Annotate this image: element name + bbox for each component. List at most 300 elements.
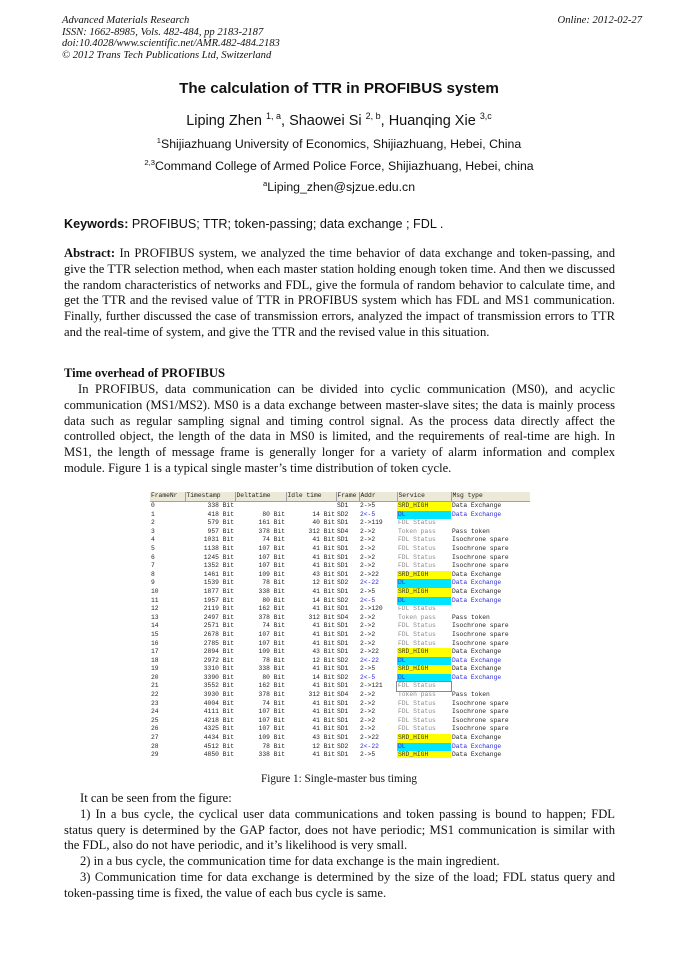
discussion-point-1: 1) In a bus cycle, the cyclical user data communications and token passing is bound to happen; FDL status query is determined by the GAP factor, does not have periodic; MS1 communication is similar with the FDL, also do not have periodic, and it’s likelihood is very small. [64,806,615,853]
table-cell-timestamp: 2678 Bit [203,630,234,638]
table-cell-msg-type: Data Exchange [452,570,502,578]
table-cell-msg-type: Data Exchange [452,510,502,518]
table-cell-framenr: 18 [151,656,159,664]
table-body [150,502,530,759]
table-cell-msg-type [451,605,530,614]
table-cell-deltatime: 80 Bit [262,596,285,604]
table-row [150,640,530,649]
table-cell-timestamp: 579 Bit [207,519,234,527]
table-cell-service: Token pass [398,527,436,535]
author-name: Shaowei Si [289,113,362,129]
keywords-text: PROFIBUS; TTR; token-passing; data exchange ; FDL . [128,217,444,231]
frame-table [150,492,530,758]
email-link[interactable]: Liping_zhen@sjzue.edu.cn [267,180,416,194]
table-cell-frame: SD1 [337,570,349,578]
column-header: Addr [359,492,397,502]
table-cell-idle-time: 312 Bit [308,691,335,699]
table-cell-service: SRD_HIGH [397,665,451,674]
table-row [150,657,530,666]
table-cell-framenr: 9 [151,579,155,587]
abstract-label: Abstract: [64,246,116,260]
table-cell-framenr: 27 [151,734,159,742]
table-cell-deltatime: 162 Bit [258,682,285,690]
table-cell-deltatime: 378 Bit [258,527,285,535]
table-cell-framenr: 15 [151,630,159,638]
table-cell-deltatime: 338 Bit [258,665,285,673]
table-cell-deltatime: 107 Bit [258,725,285,733]
table-cell-idle-time: 41 Bit [312,562,335,570]
table-cell-deltatime: 338 Bit [258,751,285,758]
table-cell-deltatime: 378 Bit [258,613,285,621]
table-cell-framenr: 1 [151,510,155,518]
table-cell-timestamp: 4512 Bit [203,742,234,750]
table-cell-frame: SD1 [337,708,349,716]
issn: ISSN: 1662-8985, Vols. 482-484, pp 2183-2187 [62,26,264,38]
table-cell-framenr: 3 [151,527,155,535]
table-cell-deltatime: 162 Bit [258,605,285,613]
table-cell-frame: SD4 [337,527,349,535]
table-cell-service: DL [397,743,451,752]
table-cell-framenr: 16 [151,639,159,647]
paper-title: The calculation of TTR in PROFIBUS system [179,80,499,97]
table-cell-deltatime: 74 Bit [262,622,285,630]
table-cell-deltatime: 109 Bit [258,734,285,742]
table-cell-msg-type: Isochrone spare [452,639,509,647]
table-cell-framenr: 28 [151,742,159,750]
table-cell-timestamp: 3310 Bit [203,665,234,673]
table-cell-addr: 2<-22 [360,656,379,664]
table-cell-msg-type: Isochrone spare [452,630,509,638]
table-cell-msg-type: Isochrone spare [452,708,509,716]
table-row [150,682,530,691]
table-cell-addr: 2<-5 [360,596,376,604]
table-cell-service: DL [397,597,451,606]
journal-name: Advanced Materials Research [62,15,190,26]
table-cell-addr: 2->2 [360,630,376,638]
table-cell-service: FDL Status [398,562,436,570]
table-cell-addr: 2->5 [360,502,376,509]
table-cell-frame: SD1 [337,716,349,724]
table-cell-msg-type: Isochrone spare [452,725,509,733]
column-header: Deltatime [235,492,286,502]
table-cell-addr: 2<-5 [360,673,376,681]
table-cell-deltatime: 78 Bit [262,656,285,664]
table-cell-deltatime: 107 Bit [258,630,285,638]
column-header: Service [397,492,451,502]
discussion-point-3: 3) Communication time for data exchange is determined by the size of the load; FDL status query and token-passing time is fixed, the value of each bus cycle is same. [64,869,615,900]
table-cell-deltatime: 78 Bit [262,579,285,587]
table-cell-timestamp: 2497 Bit [203,613,234,621]
table-cell-service: DL [397,579,451,588]
table-cell-addr: 2->2 [360,691,376,699]
table-cell-timestamp: 1245 Bit [203,553,234,561]
table-cell-msg-type: Data Exchange [452,596,502,604]
online-date: Online: 2012-02-27 [557,15,642,26]
table-cell-framenr: 4 [151,536,155,544]
table-cell-addr: 2->5 [360,665,376,673]
column-header: Timestamp [185,492,235,502]
table-cell-framenr: 6 [151,553,155,561]
table-cell-timestamp: 4218 Bit [203,716,234,724]
table-cell-framenr: 7 [151,562,155,570]
table-cell-addr: 2->2 [360,613,376,621]
table-cell-idle-time: 41 Bit [312,725,335,733]
table-row [150,588,530,597]
table-cell-addr: 2->22 [360,734,379,742]
table-cell-service: FDL Status [398,553,436,561]
table-cell-addr: 2->2 [360,699,376,707]
table-cell-timestamp: 4850 Bit [203,751,234,758]
table-cell-frame: SD1 [337,725,349,733]
table-cell-idle-time: 12 Bit [312,742,335,750]
table-cell-idle-time: 41 Bit [312,751,335,758]
table-cell-service: FDL Status [398,716,436,724]
table-cell-deltatime: 107 Bit [258,716,285,724]
table-cell-addr: 2->2 [360,562,376,570]
table-cell-idle-time: 12 Bit [312,656,335,664]
table-cell-msg-type: Isochrone spare [452,544,509,552]
table-cell-addr: 2->5 [360,751,376,758]
table-cell-timestamp: 1539 Bit [203,579,234,587]
table-cell-idle-time: 41 Bit [312,699,335,707]
table-cell-framenr: 0 [151,502,155,509]
figure-bus-timing [150,492,530,758]
table-cell-framenr: 8 [151,570,155,578]
table-cell-framenr: 5 [151,544,155,552]
affiliation-text: Shijiazhuang University of Economics, Shijiazhuang, Hebei, China [161,137,522,151]
table-cell-timestamp: 4004 Bit [203,699,234,707]
table-cell-service: DL [397,511,451,520]
table-cell-deltatime [235,502,286,511]
table-cell-service: SRD_HIGH [397,734,451,743]
table-cell-msg-type: Data Exchange [452,648,502,656]
table-row [150,562,530,571]
table-cell-service: SRD_HIGH [397,502,451,511]
table-cell-deltatime: 80 Bit [262,673,285,681]
table-cell-timestamp: 1957 Bit [203,596,234,604]
table-cell-service: FDL Status [398,544,436,552]
author-name: Huanqing Xie [388,113,476,129]
table-row [150,700,530,709]
table-cell-timestamp: 1031 Bit [203,536,234,544]
table-row [150,511,530,520]
table-cell-framenr: 10 [151,587,159,595]
table-cell-msg-type: Data Exchange [452,587,502,595]
table-cell-msg-type: Isochrone spare [452,536,509,544]
table-row [150,743,530,752]
table-cell-idle-time: 43 Bit [312,648,335,656]
table-cell-deltatime: 107 Bit [258,708,285,716]
table-row [150,725,530,734]
table-cell-frame: SD1 [337,734,349,742]
table-row [150,502,530,511]
table-cell-idle-time: 41 Bit [312,622,335,630]
table-cell-timestamp: 957 Bit [207,527,234,535]
figure-caption: Figure 1: Single-master bus timing [261,773,417,785]
table-cell-framenr: 12 [151,605,159,613]
table-cell-timestamp: 3390 Bit [203,673,234,681]
table-cell-idle-time: 41 Bit [312,708,335,716]
table-cell-service: Token pass [398,691,436,699]
table-cell-msg-type: Data Exchange [452,656,502,664]
table-cell-framenr: 25 [151,716,159,724]
table-cell-frame: SD1 [337,587,349,595]
table-cell-addr: 2->2 [360,639,376,647]
table-cell-idle-time: 43 Bit [312,734,335,742]
table-cell-timestamp: 4434 Bit [203,734,234,742]
table-cell-idle-time: 312 Bit [308,613,335,621]
table-cell-frame: SD1 [337,502,349,509]
table-cell-timestamp: 1352 Bit [203,562,234,570]
table-cell-addr: 2->2 [360,622,376,630]
table-cell-timestamp: 338 Bit [207,502,234,509]
table-cell-msg-type: Isochrone spare [452,553,509,561]
column-header: Idle time [286,492,336,502]
table-cell-idle-time [286,502,336,511]
table-cell-frame: SD2 [337,656,349,664]
table-cell-frame: SD1 [337,519,349,527]
table-cell-addr: 2->120 [360,605,383,613]
table-cell-service: FDL Status [398,725,436,733]
table-cell-deltatime: 109 Bit [258,570,285,578]
table-cell-deltatime: 80 Bit [262,510,285,518]
table-cell-service: SRD_HIGH [397,588,451,597]
journal-header [62,15,280,61]
affiliation [0,180,678,194]
table-cell-deltatime: 107 Bit [258,553,285,561]
table-cell-frame: SD1 [337,682,349,690]
keywords [64,217,615,233]
table-cell-frame: SD2 [337,579,349,587]
table-cell-deltatime: 378 Bit [258,691,285,699]
table-cell-framenr: 13 [151,613,159,621]
column-header: Frame [336,492,359,502]
table-cell-framenr: 19 [151,665,159,673]
table-cell-timestamp: 2894 Bit [203,648,234,656]
table-cell-service: FDL Status [398,630,436,638]
author-name: Liping Zhen [186,113,262,129]
table-cell-timestamp: 2119 Bit [203,605,234,613]
table-row [150,554,530,563]
affiliation [0,159,678,173]
table-row [150,605,530,614]
table-cell-timestamp: 4325 Bit [203,725,234,733]
column-header: Msg type [451,492,530,502]
copyright: © 2012 Trans Tech Publications Ltd, Switzerland [62,49,272,61]
table-row [150,674,530,683]
table-cell-timestamp: 1877 Bit [203,587,234,595]
doi[interactable]: doi:10.4028/www.scientific.net/AMR.482-484.2183 [62,38,280,50]
discussion-point-2: 2) in a bus cycle, the communication time for data exchange is the main ingredient. [80,854,500,869]
author-sup: 2, b [365,111,381,122]
abstract [64,246,615,341]
table-cell-addr: 2->5 [360,587,376,595]
table-cell-msg-type: Pass token [452,527,490,535]
table-cell-addr: 2->22 [360,648,379,656]
table-cell-frame: SD2 [337,742,349,750]
table-cell-addr: 2->119 [360,519,383,527]
table-cell-msg-type [451,519,530,528]
column-header: FrameNr [150,492,185,502]
table-cell-addr: 2->22 [360,570,379,578]
table-cell-timestamp: 2571 Bit [203,622,234,630]
table-cell-addr: 2->2 [360,536,376,544]
table-row [150,708,530,717]
abstract-text: In PROFIBUS system, we analyzed the time behavior of data exchange and token-passing, and give the TTR selection method, when each master station holding enough token time. And then we discussed the random characteristics of networks and FDL, give the formula of random behavior to calculate time, and get the TTR and the revised value of TTR in PROFIBUS system which has FDL and MS1 communication. Finally, further discussed the case of transmission errors, analyzed the impact of transmission errors to TTR and the real-time of system, and give the TTR and the revised value in this situation. [64,246,615,339]
table-cell-service: FDL Status [398,605,436,613]
table-cell-msg-type: Data Exchange [452,665,502,673]
table-cell-timestamp: 2785 Bit [203,639,234,647]
table-cell-frame: SD1 [337,665,349,673]
table-cell-deltatime: 161 Bit [258,519,285,527]
table-cell-service: FDL Status [398,519,436,527]
table-cell-idle-time: 14 Bit [312,673,335,681]
table-cell-addr: 2->2 [360,527,376,535]
table-cell-deltatime: 107 Bit [258,544,285,552]
table-cell-timestamp: 4111 Bit [203,708,234,716]
table-cell-frame: SD1 [337,562,349,570]
keywords-label: Keywords: [64,217,129,231]
affiliation-sup: 1 [156,135,161,145]
table-cell-idle-time: 41 Bit [312,544,335,552]
table-cell-frame: SD1 [337,544,349,552]
table-cell-service: DL [397,674,451,683]
affiliation-text: Command College of Armed Police Force, Shijiazhuang, Hebei, china [154,159,534,173]
table-cell-service: FDL Status [398,622,436,630]
table-cell-framenr: 26 [151,725,159,733]
affiliation [0,137,678,151]
table-cell-idle-time: 41 Bit [312,682,335,690]
table-cell-deltatime: 109 Bit [258,648,285,656]
table-cell-framenr: 21 [151,682,159,690]
table-cell-service: FDL Status [397,682,451,691]
table-cell-addr: 2<-22 [360,579,379,587]
table-cell-msg-type [451,682,530,691]
table-cell-msg-type: Data Exchange [452,673,502,681]
table-cell-frame: SD2 [337,673,349,681]
table-row [150,631,530,640]
table-cell-framenr: 11 [151,596,159,604]
author-list: Liping Zhen $^{1, a}$, Shaowei Si $^{2, b}$, Huanqing Xie $^{3,c}$ [186,111,492,129]
table-cell-msg-type: Data Exchange [452,502,502,509]
table-cell-frame: SD1 [337,553,349,561]
table-row [150,734,530,743]
table-cell-addr: 2->2 [360,725,376,733]
table-cell-service: FDL Status [398,536,436,544]
table-cell-msg-type: Isochrone spare [452,699,509,707]
table-cell-addr: 2<-5 [360,510,376,518]
section-heading: Time overhead of PROFIBUS [64,366,226,380]
table-cell-msg-type: Data Exchange [452,751,502,758]
table-row [150,545,530,554]
table-cell-service: FDL Status [398,639,436,647]
table-cell-framenr: 22 [151,691,159,699]
table-cell-service: FDL Status [398,699,436,707]
table-cell-timestamp: 3930 Bit [203,691,234,699]
table-cell-frame: SD2 [337,510,349,518]
author-sup: 3,c [479,111,492,122]
table-cell-framenr: 17 [151,648,159,656]
table-row [150,691,530,700]
table-cell-service: SRD_HIGH [397,751,451,758]
table-cell-idle-time: 40 Bit [312,519,335,527]
table-cell-framenr: 14 [151,622,159,630]
table-cell-service: FDL Status [398,708,436,716]
table-cell-frame: SD1 [337,536,349,544]
table-cell-addr: 2->2 [360,716,376,724]
table-cell-addr: 2->2 [360,553,376,561]
table-cell-idle-time: 41 Bit [312,553,335,561]
table-cell-service: Token pass [398,613,436,621]
table-cell-service: DL [397,657,451,666]
table-cell-msg-type: Isochrone spare [452,716,509,724]
table-cell-msg-type: Data Exchange [452,734,502,742]
table-cell-msg-type: Pass token [452,613,490,621]
table-cell-idle-time: 41 Bit [312,665,335,673]
figure-discussion [64,791,615,902]
table-cell-deltatime: 107 Bit [258,562,285,570]
table-cell-idle-time: 12 Bit [312,579,335,587]
table-row [150,717,530,726]
table-row [150,579,530,588]
table-row [150,519,530,528]
table-row [150,528,530,537]
table-cell-frame: SD1 [337,622,349,630]
table-cell-framenr: 24 [151,708,159,716]
table-cell-idle-time: 41 Bit [312,716,335,724]
discussion-intro: It can be seen from the figure: [80,791,232,805]
table-cell-timestamp: 1461 Bit [203,570,234,578]
table-cell-frame: SD1 [337,648,349,656]
table-cell-service: SRD_HIGH [397,648,451,657]
table-cell-idle-time: 43 Bit [312,570,335,578]
table-row [150,665,530,674]
table-cell-idle-time: 14 Bit [312,596,335,604]
table-cell-framenr: 23 [151,699,159,707]
table-cell-idle-time: 41 Bit [312,605,335,613]
table-cell-addr: 2->2 [360,708,376,716]
table-cell-msg-type: Pass token [452,691,490,699]
table-cell-deltatime: 74 Bit [262,536,285,544]
table-cell-addr: 2->2 [360,544,376,552]
table-cell-msg-type: Isochrone spare [452,562,509,570]
table-cell-framenr: 29 [151,751,159,758]
table-cell-framenr: 20 [151,673,159,681]
table-row [150,614,530,623]
table-row [150,751,530,758]
table-cell-timestamp: 2972 Bit [203,656,234,664]
table-cell-frame: SD4 [337,691,349,699]
table-cell-deltatime: 338 Bit [258,587,285,595]
table-cell-idle-time: 41 Bit [312,630,335,638]
table-cell-idle-time: 41 Bit [312,587,335,595]
table-cell-msg-type: Data Exchange [452,579,502,587]
table-row [150,648,530,657]
table-cell-idle-time: 41 Bit [312,639,335,647]
table-cell-frame: SD1 [337,699,349,707]
table-cell-deltatime: 74 Bit [262,699,285,707]
table-row [150,536,530,545]
author-sup: 1, a [266,111,281,122]
affiliation-sup: 2,3 [144,157,155,167]
table-cell-frame: SD1 [337,630,349,638]
affiliation-sup: a [262,178,268,188]
table-cell-deltatime: 78 Bit [262,742,285,750]
table-cell-idle-time: 41 Bit [312,536,335,544]
table-row [150,622,530,631]
table-cell-framenr: 2 [151,519,155,527]
table-cell-msg-type: Isochrone spare [452,622,509,630]
